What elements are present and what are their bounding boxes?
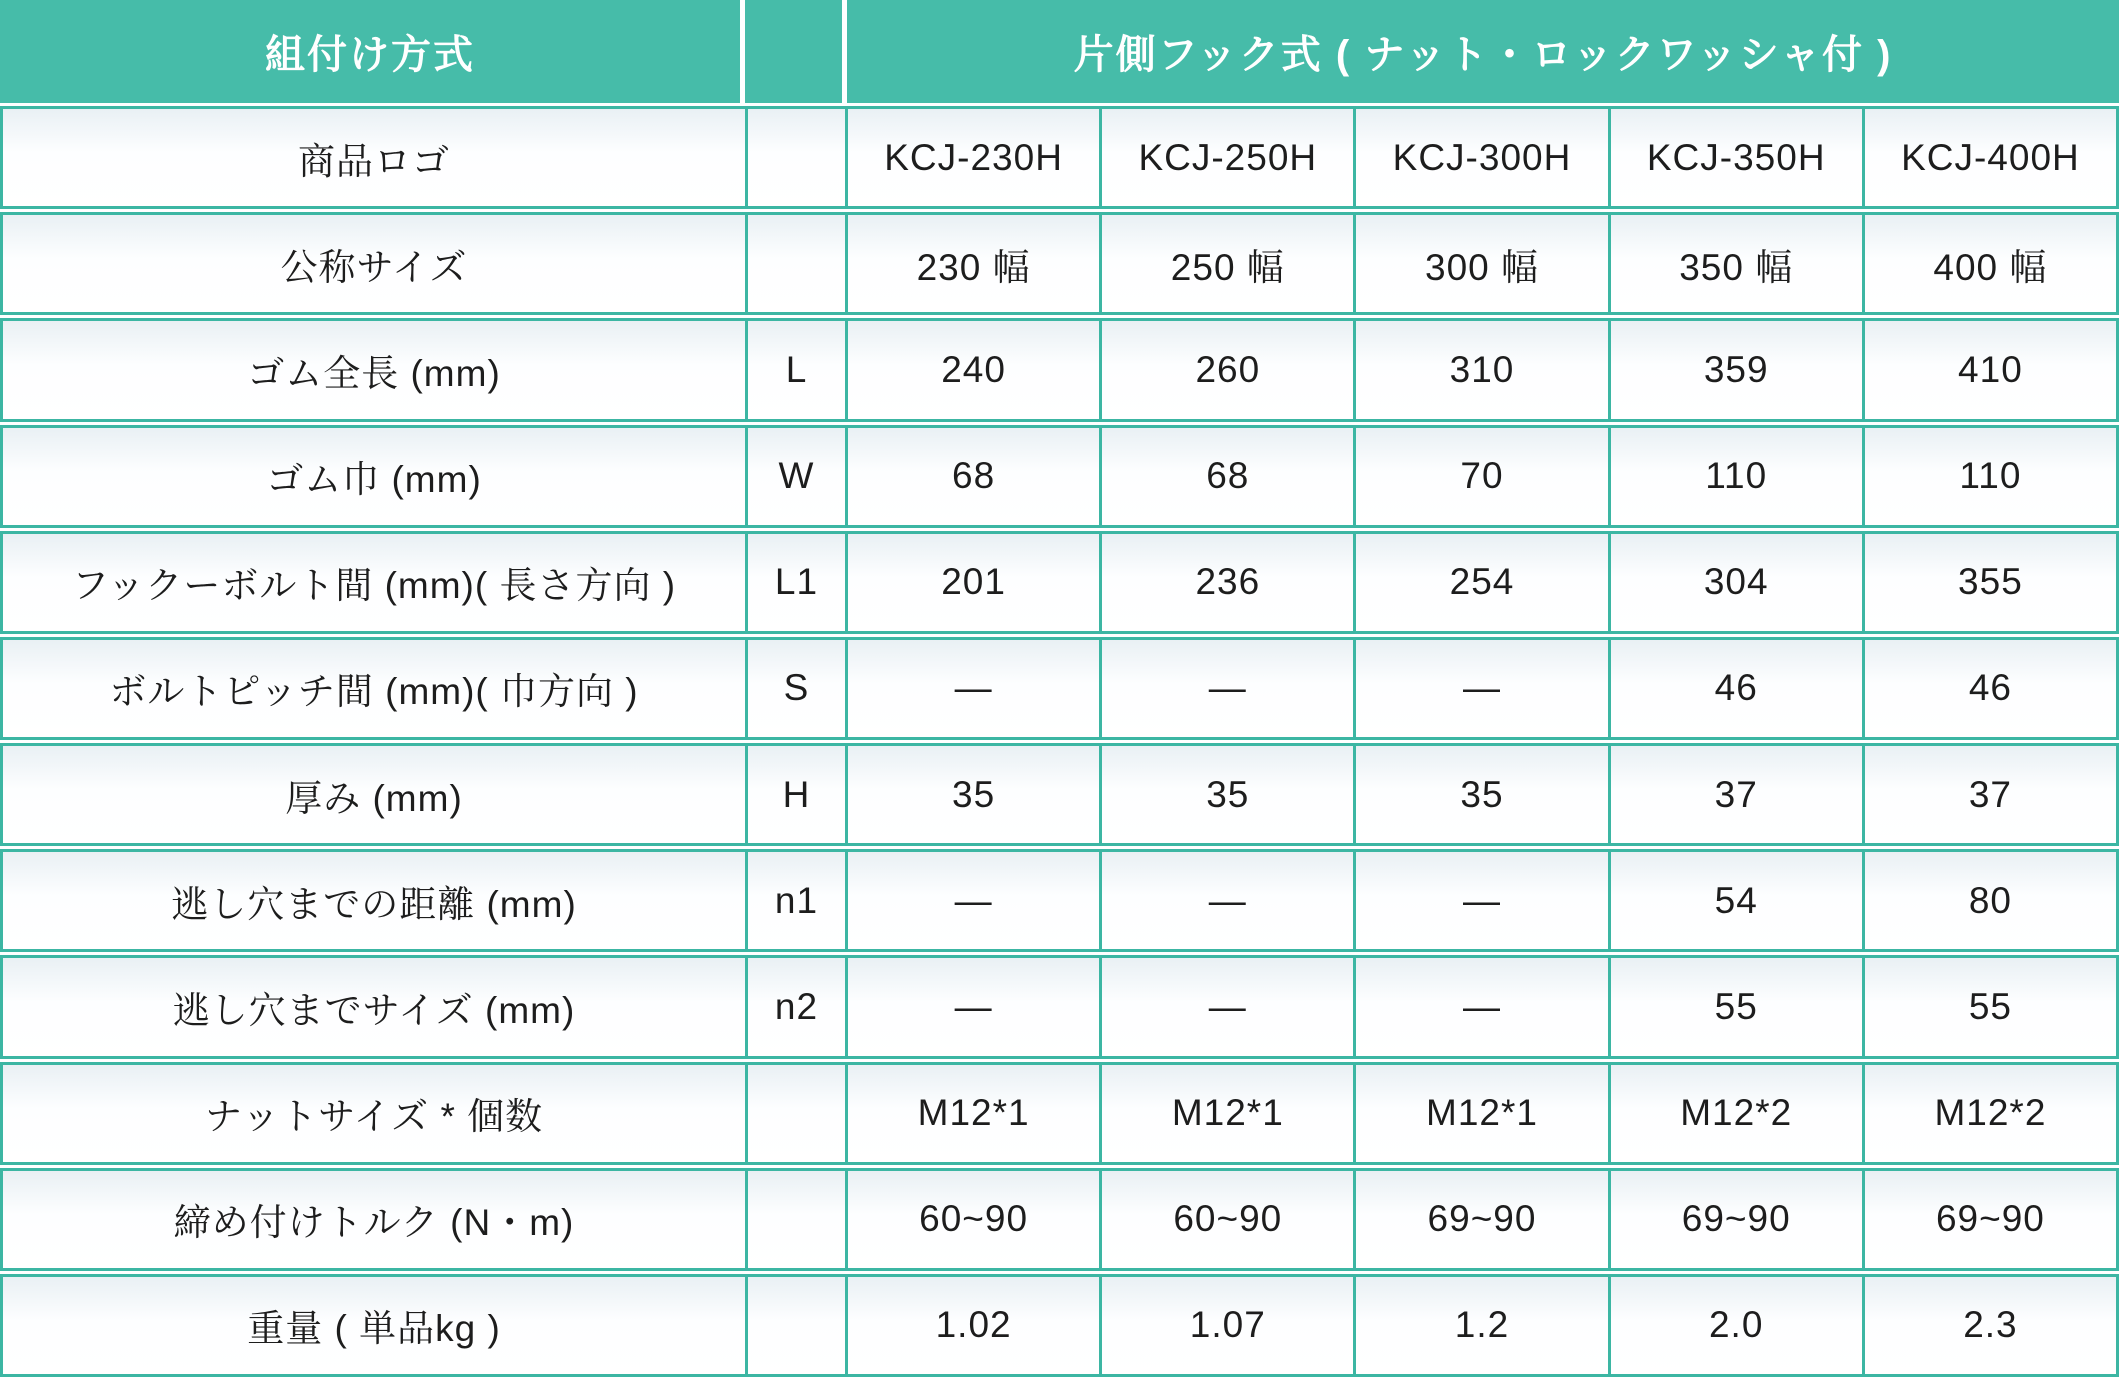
row-value: — — [845, 958, 1099, 1055]
row-label: 重量 ( 単品kg ) — [247, 1308, 501, 1350]
table-row — [0, 955, 2119, 1058]
header-assembly-method: 組付け方式 — [0, 0, 740, 103]
row-label: 逃し穴までサイズ (mm) — [172, 989, 576, 1031]
row-label: 締め付けトルク (N・m) — [173, 1202, 575, 1244]
row-value: 350 幅 — [1608, 215, 1862, 312]
row-value: 35 — [1353, 746, 1607, 843]
row-value: 46 — [1608, 640, 1862, 737]
header-hook-type: 片側フック式 ( ナット・ロックワッシャ付 ) — [847, 0, 2119, 103]
row-value: 230 幅 — [845, 215, 1099, 312]
row-value: 68 — [1099, 428, 1353, 525]
row-symbol: W — [745, 428, 845, 525]
row-symbol: L — [745, 321, 845, 418]
table-row — [0, 743, 2119, 846]
row-value: 55 — [1608, 958, 1862, 1055]
row-value: 110 — [1608, 428, 1862, 525]
row-value: — — [1353, 958, 1607, 1055]
row-value: 260 — [1099, 321, 1353, 418]
row-symbol — [745, 1171, 845, 1268]
row-value: 300 幅 — [1353, 215, 1607, 312]
row-symbol — [745, 215, 845, 312]
row-value: 68 — [845, 428, 1099, 525]
row-value: KCJ-250H — [1099, 109, 1353, 206]
row-value: 1.02 — [845, 1277, 1099, 1374]
table-row — [0, 106, 2119, 209]
row-value: 69~90 — [1353, 1171, 1607, 1268]
row-value: 304 — [1608, 534, 1862, 631]
table-row — [0, 531, 2119, 634]
table-row — [0, 212, 2119, 315]
row-value: M12*2 — [1862, 1065, 2116, 1162]
table-row — [0, 637, 2119, 740]
row-value: 201 — [845, 534, 1099, 631]
row-value: 37 — [1862, 746, 2116, 843]
row-value: — — [1099, 640, 1353, 737]
row-value: 35 — [845, 746, 1099, 843]
row-value: M12*1 — [845, 1065, 1099, 1162]
row-value: KCJ-350H — [1608, 109, 1862, 206]
row-value: 35 — [1099, 746, 1353, 843]
row-value: 70 — [1353, 428, 1607, 525]
row-label: ゴム全長 (mm) — [247, 353, 501, 395]
row-value: 359 — [1608, 321, 1862, 418]
header-symbol-spacer — [745, 0, 842, 103]
row-symbol: H — [745, 746, 845, 843]
row-value: 236 — [1099, 534, 1353, 631]
row-value: — — [1353, 852, 1607, 949]
row-value: — — [845, 640, 1099, 737]
row-symbol: n2 — [745, 958, 845, 1055]
row-value: 60~90 — [845, 1171, 1099, 1268]
row-value: 240 — [845, 321, 1099, 418]
row-value: 254 — [1353, 534, 1607, 631]
row-value: 69~90 — [1862, 1171, 2116, 1268]
row-value: — — [1099, 958, 1353, 1055]
row-value: 55 — [1862, 958, 2116, 1055]
row-value: KCJ-300H — [1353, 109, 1607, 206]
row-value: 250 幅 — [1099, 215, 1353, 312]
row-label: ボルトピッチ間 (mm)( 巾方向 ) — [109, 671, 639, 713]
row-label: 公称サイズ — [280, 246, 468, 288]
row-value: M12*1 — [1099, 1065, 1353, 1162]
table-row — [0, 318, 2119, 421]
row-label: フックーボルト間 (mm)( 長さ方向 ) — [71, 565, 677, 607]
row-symbol: L1 — [745, 534, 845, 631]
row-value: 80 — [1862, 852, 2116, 949]
row-value: KCJ-230H — [845, 109, 1099, 206]
table-row — [0, 849, 2119, 952]
row-value: 110 — [1862, 428, 2116, 525]
table-row — [0, 1062, 2119, 1165]
row-value: M12*1 — [1353, 1065, 1607, 1162]
row-value: 54 — [1608, 852, 1862, 949]
row-label: 厚み (mm) — [285, 777, 463, 819]
row-value: 400 幅 — [1862, 215, 2116, 312]
row-label: 商品ロゴ — [298, 140, 450, 182]
row-value: 2.0 — [1608, 1277, 1862, 1374]
row-symbol: S — [745, 640, 845, 737]
row-value: 1.2 — [1353, 1277, 1607, 1374]
row-value: 410 — [1862, 321, 2116, 418]
row-label: 逃し穴までの距離 (mm) — [171, 883, 577, 925]
row-symbol: n1 — [745, 852, 845, 949]
row-label: ナットサイズ * 個数 — [204, 1096, 544, 1138]
row-value: 1.07 — [1099, 1277, 1353, 1374]
table-header-row — [0, 0, 2119, 103]
row-value: — — [1099, 852, 1353, 949]
row-symbol — [745, 109, 845, 206]
row-value: 355 — [1862, 534, 2116, 631]
row-value: 46 — [1862, 640, 2116, 737]
row-symbol — [745, 1065, 845, 1162]
row-value: 310 — [1353, 321, 1607, 418]
row-value: 60~90 — [1099, 1171, 1353, 1268]
table-row — [0, 425, 2119, 528]
row-symbol — [745, 1277, 845, 1374]
table-row — [0, 1274, 2119, 1377]
row-value: — — [845, 852, 1099, 949]
row-value: KCJ-400H — [1862, 109, 2116, 206]
row-label: ゴム巾 (mm) — [266, 459, 482, 501]
row-value: 69~90 — [1608, 1171, 1862, 1268]
row-value: — — [1353, 640, 1607, 737]
table-row — [0, 1168, 2119, 1271]
row-value: M12*2 — [1608, 1065, 1862, 1162]
row-value: 37 — [1608, 746, 1862, 843]
row-value: 2.3 — [1862, 1277, 2116, 1374]
